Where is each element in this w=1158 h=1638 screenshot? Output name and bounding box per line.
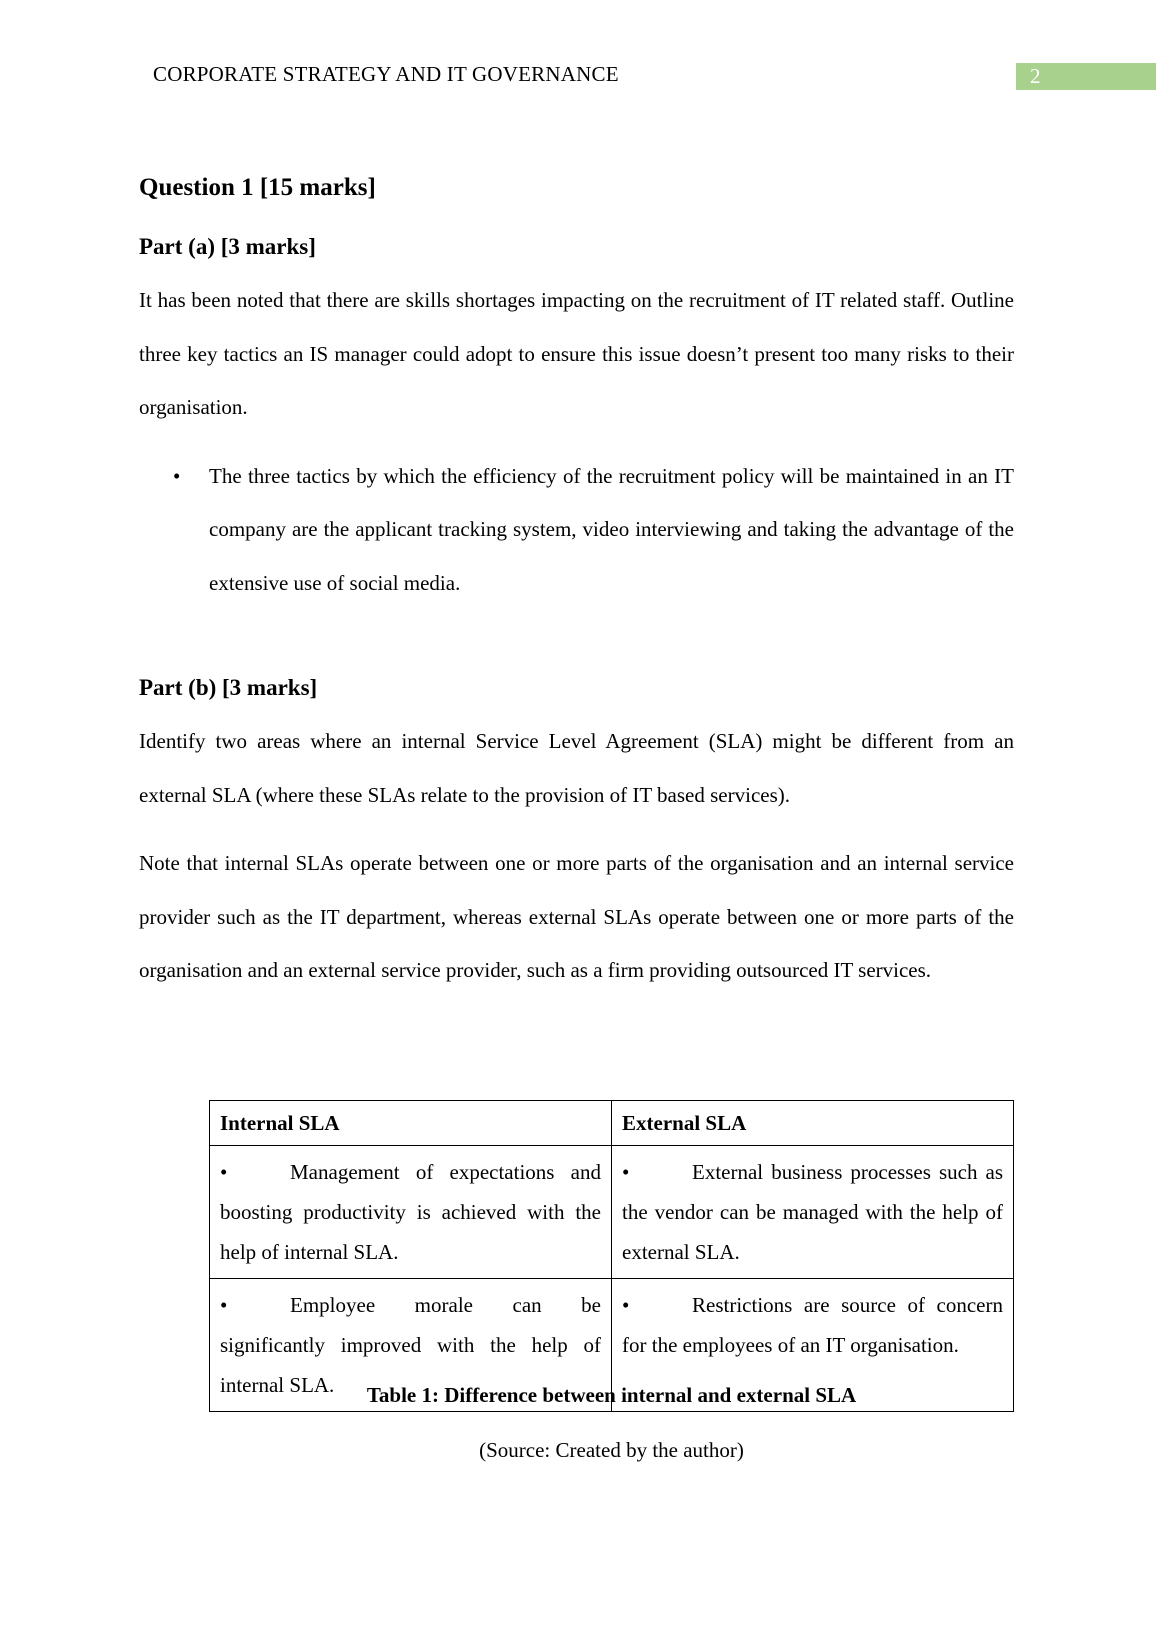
header-external-sla: External SLA xyxy=(612,1101,1014,1146)
bullet-icon: • xyxy=(622,1160,630,1184)
sla-comparison-table xyxy=(209,1100,1014,1412)
bullet-icon: • xyxy=(220,1293,228,1317)
table-cell-internal xyxy=(210,1146,612,1279)
part-a-bullet-list xyxy=(139,450,1014,611)
bullet-icon: • xyxy=(173,463,181,488)
cell-text: External business processes such as the vendor can be managed with the help of external SLA. xyxy=(622,1160,1003,1264)
table-cell-external xyxy=(612,1146,1014,1279)
table-source: (Source: Created by the author) xyxy=(479,1438,744,1462)
bullet-icon: • xyxy=(622,1293,630,1317)
header-internal-sla: Internal SLA xyxy=(210,1101,612,1146)
table-row xyxy=(210,1146,1014,1279)
cell-text: Employee morale can be significantly improved with the help of internal SLA. xyxy=(220,1293,601,1397)
part-b-heading: Part (b) [3 marks] xyxy=(139,675,318,700)
part-b-prompt: Identify two areas where an internal Service Level Agreement (SLA) might be different from an external SLA (where these SLAs relate to the provision of IT based services). xyxy=(139,729,1014,807)
page-number: 2 xyxy=(1016,63,1156,90)
part-b-note: Note that internal SLAs operate between one or more parts of the organisation and an internal service provider such as the IT department, whereas external SLAs operate between one or more parts of the organisation and an external service provider, such as a firm providing outsourced IT services. xyxy=(139,851,1014,982)
part-a-bullet-item xyxy=(139,450,1014,611)
content xyxy=(139,170,1014,998)
table-caption: Table 1: Difference between internal and external SLA xyxy=(366,1383,857,1407)
running-head: CORPORATE STRATEGY AND IT GOVERNANCE xyxy=(153,62,619,86)
cell-text: Restrictions are source of concern for the employees of an IT organisation. xyxy=(622,1293,1003,1357)
question-title: Question 1 [15 marks] xyxy=(139,174,376,201)
cell-text: Management of expectations and boosting productivity is achieved with the help of internal SLA. xyxy=(220,1160,601,1264)
bullet-icon: • xyxy=(220,1160,228,1184)
part-a-heading: Part (a) [3 marks] xyxy=(139,234,316,259)
part-a-bullet-text: The three tactics by which the efficiency of the recruitment policy will be maintained in an IT company are the applicant tracking system, video interviewing and taking the advantage of the extensive use of social media. xyxy=(209,463,1014,595)
table-header-row xyxy=(210,1101,1014,1146)
part-a-prompt: It has been noted that there are skills shortages impacting on the recruitment of IT related staff. Outline three key tactics an IS manager could adopt to ensure this issue doesn’t present too many risks to their organisation. xyxy=(139,288,1014,419)
